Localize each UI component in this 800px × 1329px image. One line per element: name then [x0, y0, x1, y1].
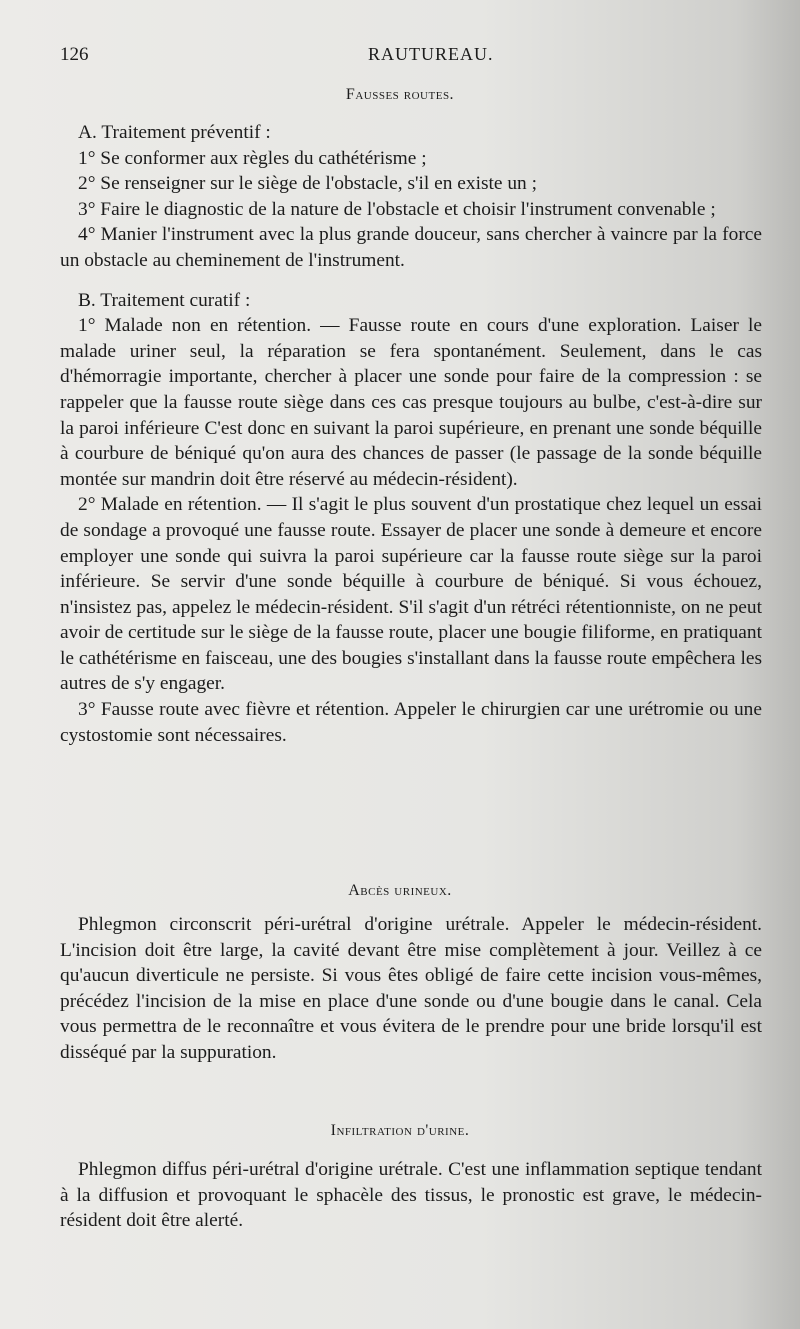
list-item: 3° Faire le diagnostic de la nature de l'obstacle et choisir l'instrument convenable ; — [78, 198, 716, 220]
list-item: 4° Manier l'instrument avec la plus grande douceur, sans chercher à vaincre par la force un obstacle au cheminement de l'instrument. — [60, 224, 762, 271]
subheading-traitement-curatif: B. Traitement curatif : — [78, 289, 251, 311]
section-body-infiltration-urine — [60, 1157, 762, 1234]
section-title-infiltration-urine: Infiltration d'urine. — [330, 1122, 470, 1139]
running-head — [60, 44, 760, 74]
paragraph: Phlegmon diffus péri-urétral d'origine urétrale. C'est une inflammation septique tendant à la diffusion et provoquant le sphacèle des tissus, le pronostic est grave, le médecin-résident doit être alerté. — [60, 1159, 762, 1232]
paragraph: 3° Fausse route avec fièvre et rétention. Appeler le chirurgien car une urétromie ou une cystostomie sont nécessaires. — [60, 699, 762, 746]
list-item: 2° Se renseigner sur le siège de l'obstacle, s'il en existe un ; — [78, 173, 537, 195]
paragraph: 2° Malade en rétention. — Il s'agit le plus souvent d'un prostatique chez lequel un essai de sondage a provoqué une fausse route. Essayer de placer une sonde à demeure et encore employer une sonde qui suivra la paroi supérieure car la fausse route siège sur la paroi inférieure. Se servir d'une sonde béquille à courbure de béniqué. Si vous échouez, n'insistez pas, appelez le médecin-résident. S'il s'agit d'un rétréci rétentionniste, on ne peut avoir de certitude sur le siège de la fausse route, placer une bougie filiforme, en pratiquant le cathétérisme en faisceau, une des bougies s'installant dans la fausse route empêchera les autres de s'y engager. — [60, 494, 762, 695]
section-title-abces-urineux: Abcès urineux. — [348, 882, 452, 899]
section-title-fausses-routes: Fausses routes. — [345, 86, 455, 103]
page-number: 126 — [60, 44, 89, 65]
paragraph: 1° Malade non en rétention. — Fausse route en cours d'une exploration. Laiser le malade uriner seul, la réparation se fera spontanément. Seulement, dans le cas d'hémorragie importante, chercher à placer une sonde pour faire de la compression : se rappeler que la fausse route siège dans ces cas presque toujours au bulbe, c'est-à-dire sur la paroi inférieure C'est donc en suivant la paroi supérieure, en prenant une sonde béquille à courbure de béniqué qu'on aura des chances de passer (le passage de la sonde béquille montée sur mandrin doit être réservé au médecin-résident). — [60, 315, 762, 490]
list-item: 1° Se conformer aux règles du cathétérisme ; — [78, 147, 427, 169]
subheading-traitement-preventif: A. Traitement préventif : — [78, 122, 271, 143]
paragraph: Phlegmon circonscrit péri-urétral d'origine urétrale. Appeler le médecin-résident. L'incision doit être large, la cavité devant être mise complètement à jour. Veillez à ce qu'aucun diverticule ne persiste. Si vous êtes obligé de faire cette incision vous-mêmes, précédez l'incision de la mise en place d'une sonde ou d'une bougie dans le canal. Cela vous permettra de le reconnaître et vous évitera de le prendre pour une bride lorsqu'il est disséqué par la suppuration. — [60, 914, 762, 1063]
section-body-fausses-routes — [60, 120, 762, 748]
running-title: RAUTUREAU. — [368, 44, 494, 64]
section-body-abces-urineux — [60, 912, 762, 1066]
